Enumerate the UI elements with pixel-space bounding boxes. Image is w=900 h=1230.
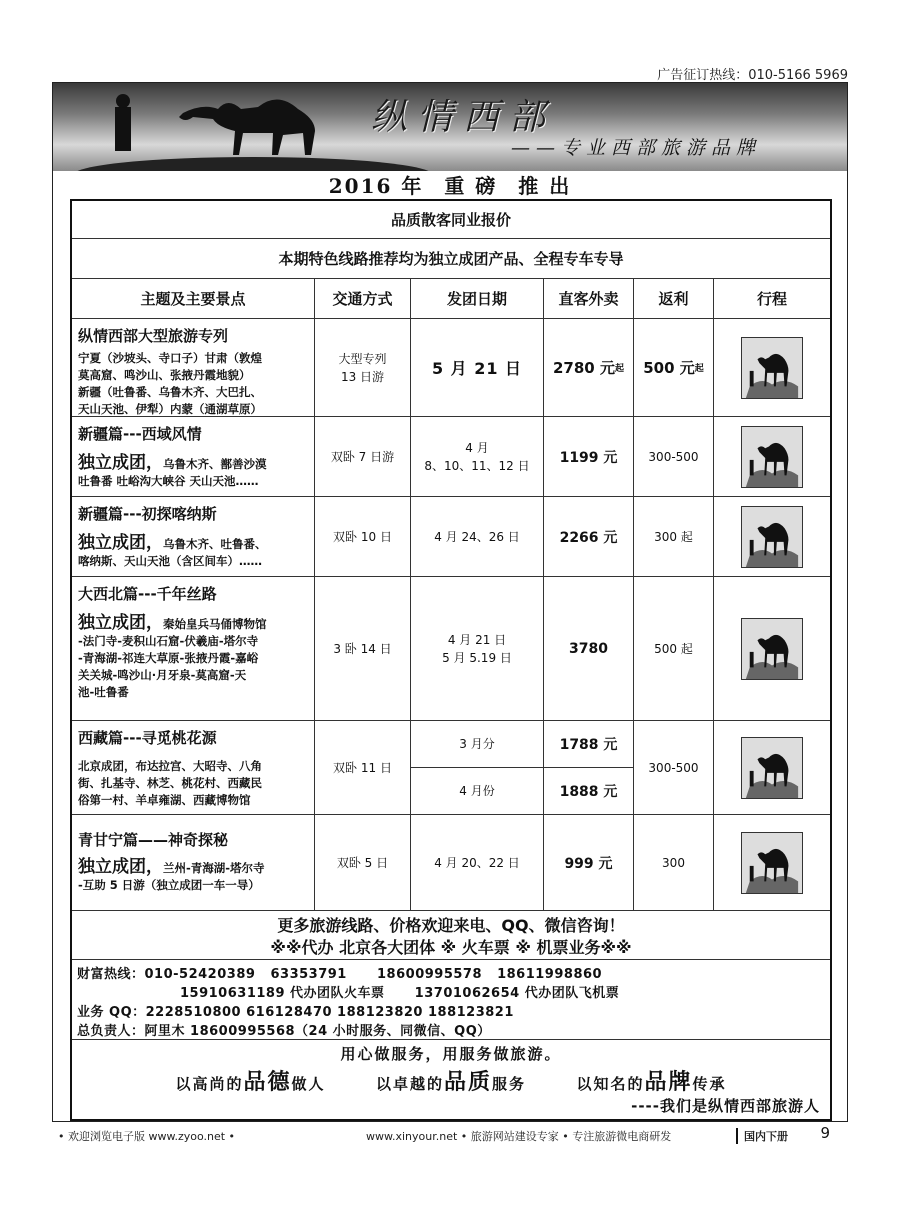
date-cell: 3 月分: [411, 721, 544, 768]
route-detail: 吐鲁番 吐峪沟大峡谷 天山天池……: [78, 474, 259, 488]
price-cell: 1199 元: [544, 417, 634, 497]
table-row: [72, 417, 315, 497]
header-theme: 主题及主要景点: [72, 279, 315, 319]
transport-cell: 3 卧 14 日: [315, 577, 411, 721]
footer-section: 国内下册: [736, 1128, 788, 1144]
price-cell: 2266 元: [544, 497, 634, 577]
banner-subtitle: ——专业西部旅游品牌: [511, 137, 762, 159]
divider: [72, 1039, 830, 1040]
contact-qq: [77, 1001, 514, 1020]
route-detail: -法门寺-麦积山石窟-伏羲庙-塔尔寺: [78, 634, 259, 648]
itinerary-cell[interactable]: [714, 721, 830, 815]
route-lead: 独立成团，: [78, 613, 163, 633]
date-cell: [411, 577, 544, 721]
date-text: 8、10、11、12 日: [424, 458, 530, 473]
header-price: 直客外卖: [544, 279, 634, 319]
camel-thumbnail-icon[interactable]: [741, 832, 803, 894]
rebate-cell: 500 起: [634, 577, 714, 721]
itinerary-cell[interactable]: [714, 417, 830, 497]
route-detail: 宁夏（沙坡头、寺口子）甘肃（敦煌: [78, 351, 262, 365]
route-detail: -互助 5 日游（独立成团一车一导）: [78, 878, 260, 892]
slogan-emph: 品牌: [644, 1070, 693, 1095]
slogan-part: 做人: [291, 1075, 326, 1093]
price-cell: 1788 元: [544, 721, 634, 768]
slogan-part: 以知名的: [576, 1075, 645, 1093]
route-detail: 乌鲁木齐、鄯善沙漠: [163, 457, 267, 471]
price-cell: [544, 319, 634, 417]
rebate-cell: [634, 319, 714, 417]
footer-right: www.xinyour.net • 旅游网站建设专家 • 专注旅游微电商研发: [366, 1130, 672, 1143]
route-detail: 喀纳斯、天山天池（含区间车）……: [78, 554, 262, 568]
page-number: 9: [820, 1124, 830, 1142]
camel-thumbnail-icon[interactable]: [741, 426, 803, 488]
table-row: [72, 319, 315, 417]
route-title: 西藏篇---寻觅桃花源: [78, 729, 217, 747]
more-routes-text: 更多旅游线路、价格欢迎来电、QQ、微信咨询！: [277, 916, 625, 935]
rebate-cell: 300: [634, 815, 714, 911]
route-detail: 乌鲁木齐、吐鲁番、: [163, 537, 267, 551]
banner-title: 纵情西部: [371, 97, 556, 138]
route-title: 新疆篇---西域风情: [78, 425, 202, 443]
table-row: [72, 815, 315, 911]
slogan-emph: 品德: [243, 1070, 292, 1095]
camel-thumbnail-icon[interactable]: [741, 506, 803, 568]
qq-numbers: 2228510800 616128470 188123820 188123821: [145, 1005, 514, 1020]
itinerary-cell[interactable]: [714, 577, 830, 721]
slogan-line2: [72, 1065, 830, 1096]
table-subtitle: 本期特色线路推荐均为独立成团产品、全程专车专导: [72, 239, 830, 279]
itinerary-cell[interactable]: [714, 815, 830, 911]
transport-text: 13 日游: [340, 369, 385, 384]
date-text: 4 月: [465, 440, 489, 455]
date-cell: 4 月份: [411, 768, 544, 815]
rebate-cell: 300-500: [634, 417, 714, 497]
date-cell: 4 月 20、22 日: [411, 815, 544, 911]
date-cell: [411, 417, 544, 497]
rebate-cell: 300-500: [634, 721, 714, 815]
contact-line2: 15910631189 代办团队火车票 13701062654 代办团队飞机票: [180, 986, 620, 1001]
header-itinerary: 行程: [714, 279, 830, 319]
page-frame: [52, 82, 848, 1122]
route-detail: -青海湖-祁连大草原-张掖丹霞-嘉峪: [78, 651, 259, 665]
date-cell: 4 月 24、26 日: [411, 497, 544, 577]
footer-left: • 欢迎浏览电子版 www.zyoo.net •: [58, 1130, 236, 1143]
slogan-part: 以高尚的: [175, 1075, 244, 1093]
date-text: 5 月 5.19 日: [442, 650, 512, 665]
price-cell: 999 元: [544, 815, 634, 911]
slogan-part: 以卓越的: [375, 1075, 444, 1093]
qq-label: 业务 QQ：: [77, 1005, 146, 1020]
price-cell: 1888 元: [544, 768, 634, 815]
headline-year: 2016 年: [328, 174, 424, 198]
route-title: 纵情西部大型旅游专列: [78, 327, 229, 345]
price-suffix: 起: [614, 364, 624, 374]
price-table: [70, 199, 832, 1121]
boss-value: 阿里木 18600995568（24 小时服务、同微信、QQ）: [144, 1024, 491, 1039]
route-detail: 俗第一村、羊卓雍湖、西藏博物馆: [78, 793, 251, 807]
transport-cell: 双卧 5 日: [315, 815, 411, 911]
route-detail: 秦始皇兵马俑博物馆: [163, 617, 267, 631]
table-row: [72, 721, 315, 815]
route-detail: 关关城-鸣沙山·月牙泉-莫高窟-天: [78, 668, 247, 682]
date-cell: 5 月 21 日: [411, 319, 544, 417]
route-lead: 独立成团，: [78, 453, 163, 473]
boss-label: 总负责人：: [77, 1024, 145, 1039]
table-row: [72, 577, 315, 721]
slogan-line1: 用心做服务，用服务做旅游。: [340, 1045, 562, 1063]
route-detail: 兰州-青海湖-塔尔寺: [163, 861, 265, 875]
rebate-value: 500 元: [643, 359, 695, 377]
price-value: 2780 元: [553, 359, 615, 377]
hotline-numbers: 010-52420389 63353791 18600995578 18611998860: [144, 967, 603, 982]
price-cell: 3780: [544, 577, 634, 721]
route-title: 新疆篇---初探喀纳斯: [78, 505, 217, 523]
route-detail: 北京成团，布达拉宫、大昭寺、八角: [78, 759, 262, 773]
transport-cell: 双卧 10 日: [315, 497, 411, 577]
route-detail: 莫高窟、鸣沙山、张掖丹霞地貌）: [78, 368, 251, 382]
slogan-emph: 品质: [443, 1070, 492, 1095]
ad-hotline: 广告征订热线：010-5166 5969: [657, 68, 848, 83]
route-lead: 独立成团，: [78, 533, 163, 553]
route-title: 大西北篇---千年丝路: [78, 585, 217, 603]
divider: [72, 959, 830, 960]
slogan-part: 传承: [692, 1075, 727, 1093]
header-rebate: 返利: [634, 279, 714, 319]
route-title: 青甘宁篇——神奇探秘: [78, 831, 229, 849]
transport-cell: [315, 319, 411, 417]
table-row: [72, 497, 315, 577]
slogan-signature: ----我们是纵情西部旅游人: [631, 1097, 820, 1115]
route-detail: 街、扎基寺、林芝、桃花村、西藏民: [78, 776, 262, 790]
contact-boss: [77, 1020, 491, 1039]
itinerary-cell[interactable]: [714, 497, 830, 577]
contact-hotline: [77, 963, 602, 982]
camel-thumbnail-icon[interactable]: [741, 737, 803, 799]
headline-word2: 推 出: [518, 174, 572, 198]
headline: [53, 171, 847, 201]
rebate-cell: 300 起: [634, 497, 714, 577]
table-title: 品质散客同业报价: [72, 201, 830, 239]
transport-text: 大型专列: [338, 351, 387, 366]
hotline-label: 财富热线：: [77, 967, 145, 982]
transport-cell: 双卧 11 日: [315, 721, 411, 815]
header-date: 发团日期: [411, 279, 544, 319]
itinerary-cell[interactable]: [714, 319, 830, 417]
route-lead: 独立成团，: [78, 857, 163, 877]
date-text: 4 月 21 日: [447, 632, 507, 647]
transport-cell: 双卧 7 日游: [315, 417, 411, 497]
banner: [53, 83, 847, 171]
rebate-suffix: 起: [694, 364, 704, 374]
header-transport: 交通方式: [315, 279, 411, 319]
camel-thumbnail-icon[interactable]: [741, 618, 803, 680]
route-detail: 新疆（吐鲁番、乌鲁木齐、大巴扎、: [78, 385, 262, 399]
slogan-part: 服务: [492, 1075, 527, 1093]
camel-thumbnail-icon[interactable]: [741, 337, 803, 399]
headline-word1: 重 磅: [444, 174, 498, 198]
route-detail: 天山天池、伊犁）内蒙（通湖草原）: [78, 402, 262, 416]
route-detail: 池-吐鲁番: [78, 685, 129, 699]
agency-services-text: ※※代办 北京各大团体 ※ 火车票 ※ 机票业务※※: [270, 938, 632, 957]
